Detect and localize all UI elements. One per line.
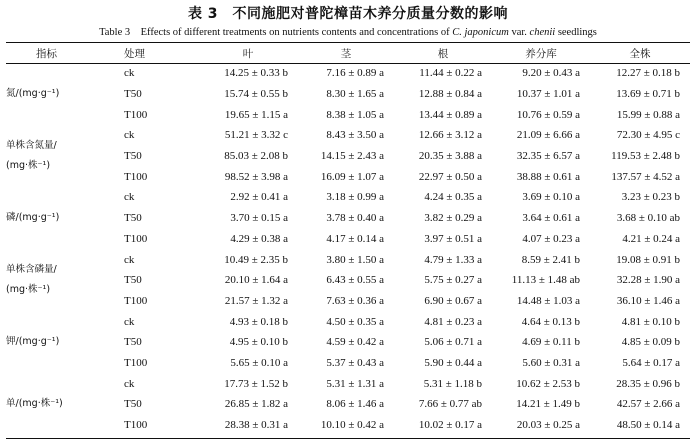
value-cell: 5.06 ± 0.71 a bbox=[424, 336, 482, 349]
value-cell: 15.74 ± 0.55 b bbox=[224, 88, 288, 101]
value-cell: 98.52 ± 3.98 a bbox=[224, 170, 288, 183]
value-cell: 4.81 ± 0.23 a bbox=[424, 315, 482, 328]
treatment-cell: ck bbox=[124, 129, 135, 142]
header-stem: 茎 bbox=[340, 47, 352, 60]
value-cell: 4.69 ± 0.11 b bbox=[522, 336, 580, 349]
title-en-variety: chenii bbox=[529, 27, 556, 38]
table-row bbox=[6, 373, 690, 394]
value-cell: 12.66 ± 3.12 a bbox=[418, 129, 482, 142]
indicator-label: 单株含氮量/ bbox=[6, 140, 57, 152]
indicator-label: 氮/(mg·g⁻¹) bbox=[6, 88, 60, 100]
table-row bbox=[6, 311, 690, 332]
treatment-cell: T100 bbox=[124, 419, 148, 432]
indicator-label: 单/(mg·株⁻¹) bbox=[6, 398, 63, 410]
value-cell: 7.63 ± 0.36 a bbox=[326, 294, 384, 307]
value-cell: 19.65 ± 1.15 a bbox=[224, 108, 288, 121]
value-cell: 13.69 ± 0.71 b bbox=[616, 88, 680, 101]
value-cell: 119.53 ± 2.48 b bbox=[611, 150, 680, 163]
value-cell: 10.37 ± 1.01 a bbox=[516, 88, 580, 101]
value-cell: 20.35 ± 3.88 a bbox=[418, 150, 482, 163]
value-cell: 4.17 ± 0.14 a bbox=[326, 232, 384, 245]
value-cell: 32.35 ± 6.57 a bbox=[516, 150, 580, 163]
value-cell: 5.31 ± 1.18 b bbox=[423, 377, 482, 390]
table-title-en bbox=[0, 24, 696, 39]
value-cell: 4.07 ± 0.23 a bbox=[522, 232, 580, 245]
header-leaf: 叶 bbox=[242, 47, 254, 60]
treatment-cell: T100 bbox=[124, 170, 148, 183]
table-row bbox=[6, 125, 690, 146]
header-row bbox=[6, 43, 690, 63]
value-cell: 3.64 ± 0.61 a bbox=[522, 212, 580, 225]
indicator-cell bbox=[6, 63, 116, 125]
value-cell: 5.64 ± 0.17 a bbox=[622, 356, 680, 369]
value-cell: 10.49 ± 2.35 b bbox=[224, 253, 288, 266]
value-cell: 13.44 ± 0.89 a bbox=[418, 108, 482, 121]
treatment-cell: ck bbox=[124, 67, 135, 80]
value-cell: 8.06 ± 1.46 a bbox=[326, 398, 384, 411]
value-cell: 3.69 ± 0.10 a bbox=[522, 191, 580, 204]
value-cell: 6.90 ± 0.67 a bbox=[424, 294, 482, 307]
value-cell: 3.80 ± 1.50 a bbox=[326, 253, 384, 266]
treatment-cell: T50 bbox=[124, 336, 142, 349]
value-cell: 21.09 ± 6.66 a bbox=[516, 129, 580, 142]
value-cell: 38.88 ± 0.61 a bbox=[516, 170, 580, 183]
value-cell: 9.20 ± 0.43 a bbox=[522, 67, 580, 80]
value-cell: 19.08 ± 0.91 b bbox=[616, 253, 680, 266]
value-cell: 5.90 ± 0.44 a bbox=[424, 356, 482, 369]
value-cell: 6.43 ± 0.55 a bbox=[326, 274, 384, 287]
value-cell: 28.35 ± 0.96 b bbox=[616, 377, 680, 390]
table-row bbox=[6, 249, 690, 270]
value-cell: 8.38 ± 1.05 a bbox=[326, 108, 384, 121]
value-cell: 7.16 ± 0.89 a bbox=[326, 67, 384, 80]
value-cell: 7.66 ± 0.77 ab bbox=[418, 398, 482, 411]
value-cell: 4.50 ± 0.35 a bbox=[326, 315, 384, 328]
value-cell: 3.78 ± 0.40 a bbox=[326, 212, 384, 225]
value-cell: 2.92 ± 0.41 a bbox=[230, 191, 288, 204]
indicator-cell bbox=[6, 125, 116, 187]
value-cell: 36.10 ± 1.46 a bbox=[616, 294, 680, 307]
value-cell: 4.21 ± 0.24 a bbox=[622, 232, 680, 245]
value-cell: 85.03 ± 2.08 b bbox=[224, 150, 288, 163]
value-cell: 3.18 ± 0.99 a bbox=[326, 191, 384, 204]
value-cell: 26.85 ± 1.82 a bbox=[224, 398, 288, 411]
value-cell: 3.70 ± 0.15 a bbox=[230, 212, 288, 225]
value-cell: 42.57 ± 2.66 a bbox=[616, 398, 680, 411]
treatment-cell: ck bbox=[124, 253, 135, 266]
value-cell: 51.21 ± 3.32 c bbox=[224, 129, 288, 142]
value-cell: 12.88 ± 0.84 a bbox=[418, 88, 482, 101]
value-cell: 11.13 ± 1.48 ab bbox=[511, 274, 580, 287]
indicator-cell bbox=[6, 249, 116, 311]
indicator-label: 磷/(mg·g⁻¹) bbox=[6, 212, 60, 224]
table-row bbox=[6, 63, 690, 84]
treatment-cell: T100 bbox=[124, 232, 148, 245]
treatment-cell: ck bbox=[124, 191, 135, 204]
value-cell: 10.62 ± 2.53 b bbox=[516, 377, 580, 390]
value-cell: 4.24 ± 0.35 a bbox=[424, 191, 482, 204]
value-cell: 8.43 ± 3.50 a bbox=[326, 129, 384, 142]
title-en-species: C. japonicum bbox=[452, 27, 509, 38]
table-bottom-rule bbox=[6, 438, 690, 439]
value-cell: 3.68 ± 0.10 ab bbox=[616, 212, 680, 225]
header-root: 根 bbox=[437, 47, 449, 60]
nutrient-table bbox=[6, 43, 690, 435]
value-cell: 8.59 ± 2.41 b bbox=[521, 253, 580, 266]
value-cell: 22.97 ± 0.50 a bbox=[418, 170, 482, 183]
table-row bbox=[6, 187, 690, 208]
indicator-label: 钾/(mg·g⁻¹) bbox=[6, 336, 60, 348]
value-cell: 10.10 ± 0.42 a bbox=[320, 419, 384, 432]
value-cell: 4.81 ± 0.10 b bbox=[621, 315, 680, 328]
value-cell: 3.82 ± 0.29 a bbox=[424, 212, 482, 225]
value-cell: 5.75 ± 0.27 a bbox=[424, 274, 482, 287]
value-cell: 14.21 ± 1.49 b bbox=[516, 398, 580, 411]
treatment-cell: T50 bbox=[124, 150, 142, 163]
value-cell: 28.38 ± 0.31 a bbox=[224, 419, 288, 432]
table-title-cn: 表 3 不同施肥对普陀樟苗木养分质量分数的影响 bbox=[187, 6, 509, 22]
value-cell: 137.57 ± 4.52 a bbox=[611, 170, 680, 183]
indicator-cell bbox=[6, 311, 116, 373]
value-cell: 5.31 ± 1.31 a bbox=[326, 377, 384, 390]
value-cell: 4.79 ± 1.33 a bbox=[424, 253, 482, 266]
treatment-cell: ck bbox=[124, 315, 135, 328]
value-cell: 16.09 ± 1.07 a bbox=[320, 170, 384, 183]
value-cell: 12.27 ± 0.18 b bbox=[616, 67, 680, 80]
value-cell: 5.65 ± 0.10 a bbox=[230, 356, 288, 369]
value-cell: 4.85 ± 0.09 b bbox=[621, 336, 680, 349]
value-cell: 4.64 ± 0.13 b bbox=[521, 315, 580, 328]
value-cell: 14.48 ± 1.03 a bbox=[516, 294, 580, 307]
indicator-label: (mg·株⁻¹) bbox=[6, 284, 51, 296]
header-treatment: 处理 bbox=[124, 47, 145, 60]
title-en-var: var. bbox=[508, 27, 530, 38]
value-cell: 4.93 ± 0.18 b bbox=[229, 315, 288, 328]
value-cell: 4.95 ± 0.10 b bbox=[229, 336, 288, 349]
value-cell: 5.37 ± 0.43 a bbox=[326, 356, 384, 369]
value-cell: 4.59 ± 0.42 a bbox=[326, 336, 384, 349]
title-en-prefix: Table 3 Effects of different treatments on nutrients contents and concentrations of bbox=[99, 27, 453, 38]
value-cell: 11.44 ± 0.22 a bbox=[419, 67, 482, 80]
title-en-suffix: seedlings bbox=[555, 27, 597, 38]
value-cell: 3.97 ± 0.51 a bbox=[424, 232, 482, 245]
value-cell: 48.50 ± 0.14 a bbox=[616, 419, 680, 432]
indicator-cell bbox=[6, 187, 116, 249]
value-cell: 72.30 ± 4.95 c bbox=[616, 129, 680, 142]
value-cell: 32.28 ± 1.90 a bbox=[616, 274, 680, 287]
value-cell: 21.57 ± 1.32 a bbox=[224, 294, 288, 307]
indicator-label: (mg·株⁻¹) bbox=[6, 160, 51, 172]
treatment-cell: T100 bbox=[124, 294, 148, 307]
value-cell: 8.30 ± 1.65 a bbox=[326, 88, 384, 101]
header-indicator: 指标 bbox=[36, 47, 57, 60]
treatment-cell: T50 bbox=[124, 212, 142, 225]
header-whole-plant: 全株 bbox=[629, 47, 651, 60]
treatment-cell: T50 bbox=[124, 88, 142, 101]
value-cell: 10.76 ± 0.59 a bbox=[516, 108, 580, 121]
value-cell: 14.15 ± 2.43 a bbox=[320, 150, 384, 163]
value-cell: 20.10 ± 1.64 a bbox=[224, 274, 288, 287]
treatment-cell: T100 bbox=[124, 356, 148, 369]
value-cell: 10.02 ± 0.17 a bbox=[418, 419, 482, 432]
treatment-cell: T100 bbox=[124, 108, 148, 121]
indicator-label: 单株含磷量/ bbox=[6, 264, 57, 276]
value-cell: 5.60 ± 0.31 a bbox=[522, 356, 580, 369]
indicator-cell bbox=[6, 373, 116, 435]
value-cell: 15.99 ± 0.88 a bbox=[616, 108, 680, 121]
value-cell: 3.23 ± 0.23 b bbox=[621, 191, 680, 204]
value-cell: 20.03 ± 0.25 a bbox=[516, 419, 580, 432]
treatment-cell: T50 bbox=[124, 398, 142, 411]
header-nutrient-pool: 养分库 bbox=[525, 47, 557, 60]
treatment-cell: T50 bbox=[124, 274, 142, 287]
value-cell: 14.25 ± 0.33 b bbox=[224, 67, 288, 80]
value-cell: 17.73 ± 1.52 b bbox=[224, 377, 288, 390]
treatment-cell: ck bbox=[124, 377, 135, 390]
value-cell: 4.29 ± 0.38 a bbox=[230, 232, 288, 245]
